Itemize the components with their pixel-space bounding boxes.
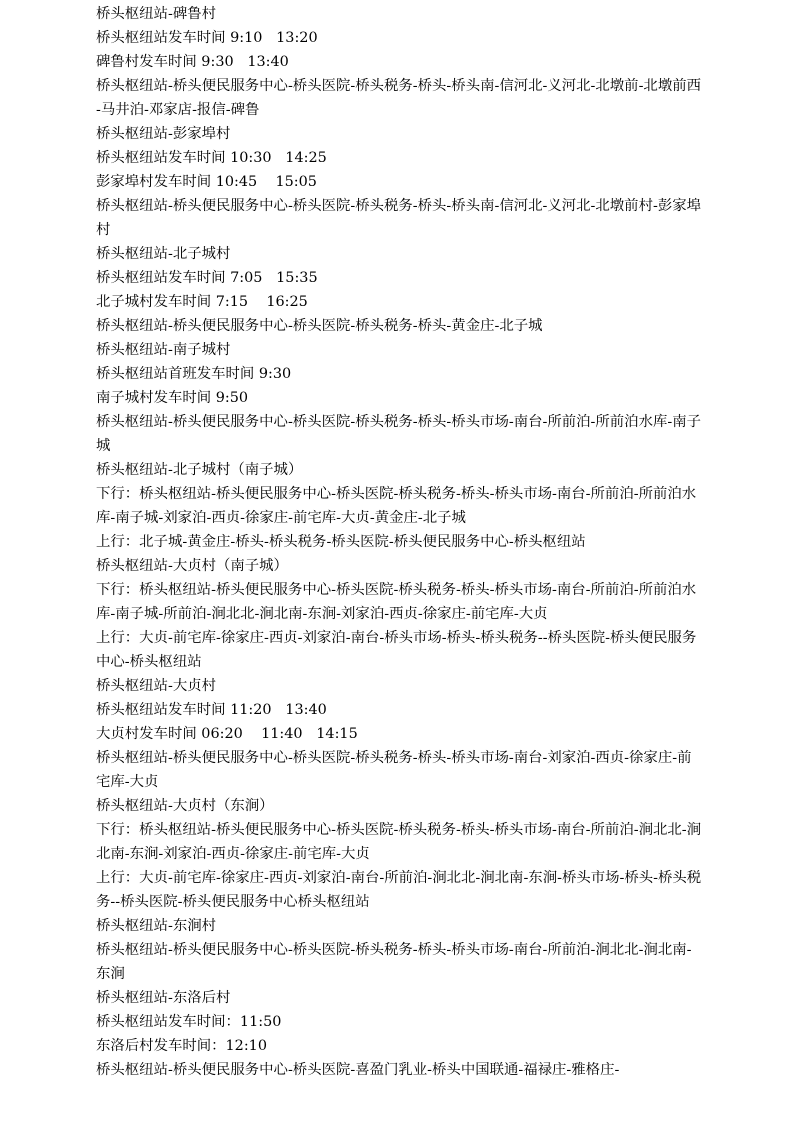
departure-time-line: 桥头枢纽站发车时间 9:10 13:20 [96, 30, 318, 46]
route-title: 桥头枢纽站-大贞村（南子城） [96, 558, 288, 574]
route-title: 桥头枢纽站-北子城村（南子城） [96, 462, 303, 478]
route-stops: 桥头枢纽站-桥头便民服务中心-桥头医院-桥头税务-桥头-桥头南-信河北-义河北-北墩前-北墩前西-马井泊-邓家店-报信-碑鲁 [96, 78, 701, 118]
route-stops-up: 上行：大贞-前宅库-徐家庄-西贞-刘家泊-南台-所前泊-涧北北-涧北南-东涧-桥头市场-桥头-桥头税务--桥头医院-桥头便民服务中心桥头枢纽站 [96, 870, 702, 910]
route-stops: 桥头枢纽站-桥头便民服务中心-桥头医院-桥头税务-桥头-桥头市场-南台-刘家泊-西贞-徐家庄-前宅库-大贞 [96, 750, 692, 790]
route-stops: 桥头枢纽站-桥头便民服务中心-桥头医院-桥头税务-桥头-桥头市场-南台-所前泊-涧北北-涧北南-东涧 [96, 942, 692, 982]
route-title: 桥头枢纽站-大贞村（东涧） [96, 798, 274, 814]
route-stops-up: 上行：大贞-前宅库-徐家庄-西贞-刘家泊-南台-桥头市场-桥头-桥头税务--桥头医院-桥头便民服务中心-桥头枢纽站 [96, 630, 697, 670]
route-title: 桥头枢纽站-东洛后村 [96, 990, 231, 1006]
route-title: 桥头枢纽站-彭家埠村 [96, 126, 231, 142]
route-stops: 桥头枢纽站-桥头便民服务中心-桥头医院-桥头税务-桥头-桥头市场-南台-所前泊-所前泊水库-南子城 [96, 414, 701, 454]
departure-time-line: 东洛后村发车时间：12:10 [96, 1038, 267, 1054]
departure-time-line: 桥头枢纽站发车时间：11:50 [96, 1014, 282, 1030]
route-title: 桥头枢纽站-南子城村 [96, 342, 231, 358]
departure-time-line: 大贞村发车时间 06:20 11:40 14:15 [96, 726, 358, 742]
departure-time-line: 桥头枢纽站发车时间 11:20 13:40 [96, 702, 327, 718]
route-stops-up: 上行：北子城-黄金庄-桥头-桥头税务-桥头医院-桥头便民服务中心-桥头枢纽站 [96, 534, 586, 550]
route-title: 桥头枢纽站-北子城村 [96, 246, 231, 262]
document-page [96, 2, 704, 1082]
route-title: 桥头枢纽站-碑鲁村 [96, 6, 216, 22]
route-title: 桥头枢纽站-大贞村 [96, 678, 216, 694]
route-stops-down: 下行：桥头枢纽站-桥头便民服务中心-桥头医院-桥头税务-桥头-桥头市场-南台-所前泊-所前泊水库-南子城-刘家泊-西贞-徐家庄-前宅库-大贞-黄金庄-北子城 [96, 486, 697, 526]
departure-time-line: 桥头枢纽站发车时间 7:05 15:35 [96, 270, 318, 286]
route-stops: 桥头枢纽站-桥头便民服务中心-桥头医院-桥头税务-桥头-桥头南-信河北-义河北-北墩前村-彭家埠村 [96, 198, 701, 238]
departure-time-line: 桥头枢纽站发车时间 10:30 14:25 [96, 150, 327, 166]
departure-time-line: 桥头枢纽站首班发车时间 9:30 [96, 366, 292, 382]
route-stops: 桥头枢纽站-桥头便民服务中心-桥头医院-喜盈门乳业-桥头中国联通-福禄庄-雅格庄- [96, 1062, 620, 1078]
departure-time-line: 北子城村发车时间 7:15 16:25 [96, 294, 308, 310]
departure-time-line: 彭家埠村发车时间 10:45 15:05 [96, 174, 317, 190]
route-title: 桥头枢纽站-东涧村 [96, 918, 216, 934]
departure-time-line: 南子城村发车时间 9:50 [96, 390, 249, 406]
route-stops-down: 下行：桥头枢纽站-桥头便民服务中心-桥头医院-桥头税务-桥头-桥头市场-南台-所前泊-涧北北-涧北南-东涧-刘家泊-西贞-徐家庄-前宅库-大贞 [96, 822, 701, 862]
route-stops: 桥头枢纽站-桥头便民服务中心-桥头医院-桥头税务-桥头-黄金庄-北子城 [96, 318, 543, 334]
departure-time-line: 碑鲁村发车时间 9:30 13:40 [96, 54, 289, 70]
route-stops-down: 下行：桥头枢纽站-桥头便民服务中心-桥头医院-桥头税务-桥头-桥头市场-南台-所前泊-所前泊水库-南子城-所前泊-涧北北-涧北南-东涧-刘家泊-西贞-徐家庄-前宅库-大贞 [96, 582, 697, 622]
